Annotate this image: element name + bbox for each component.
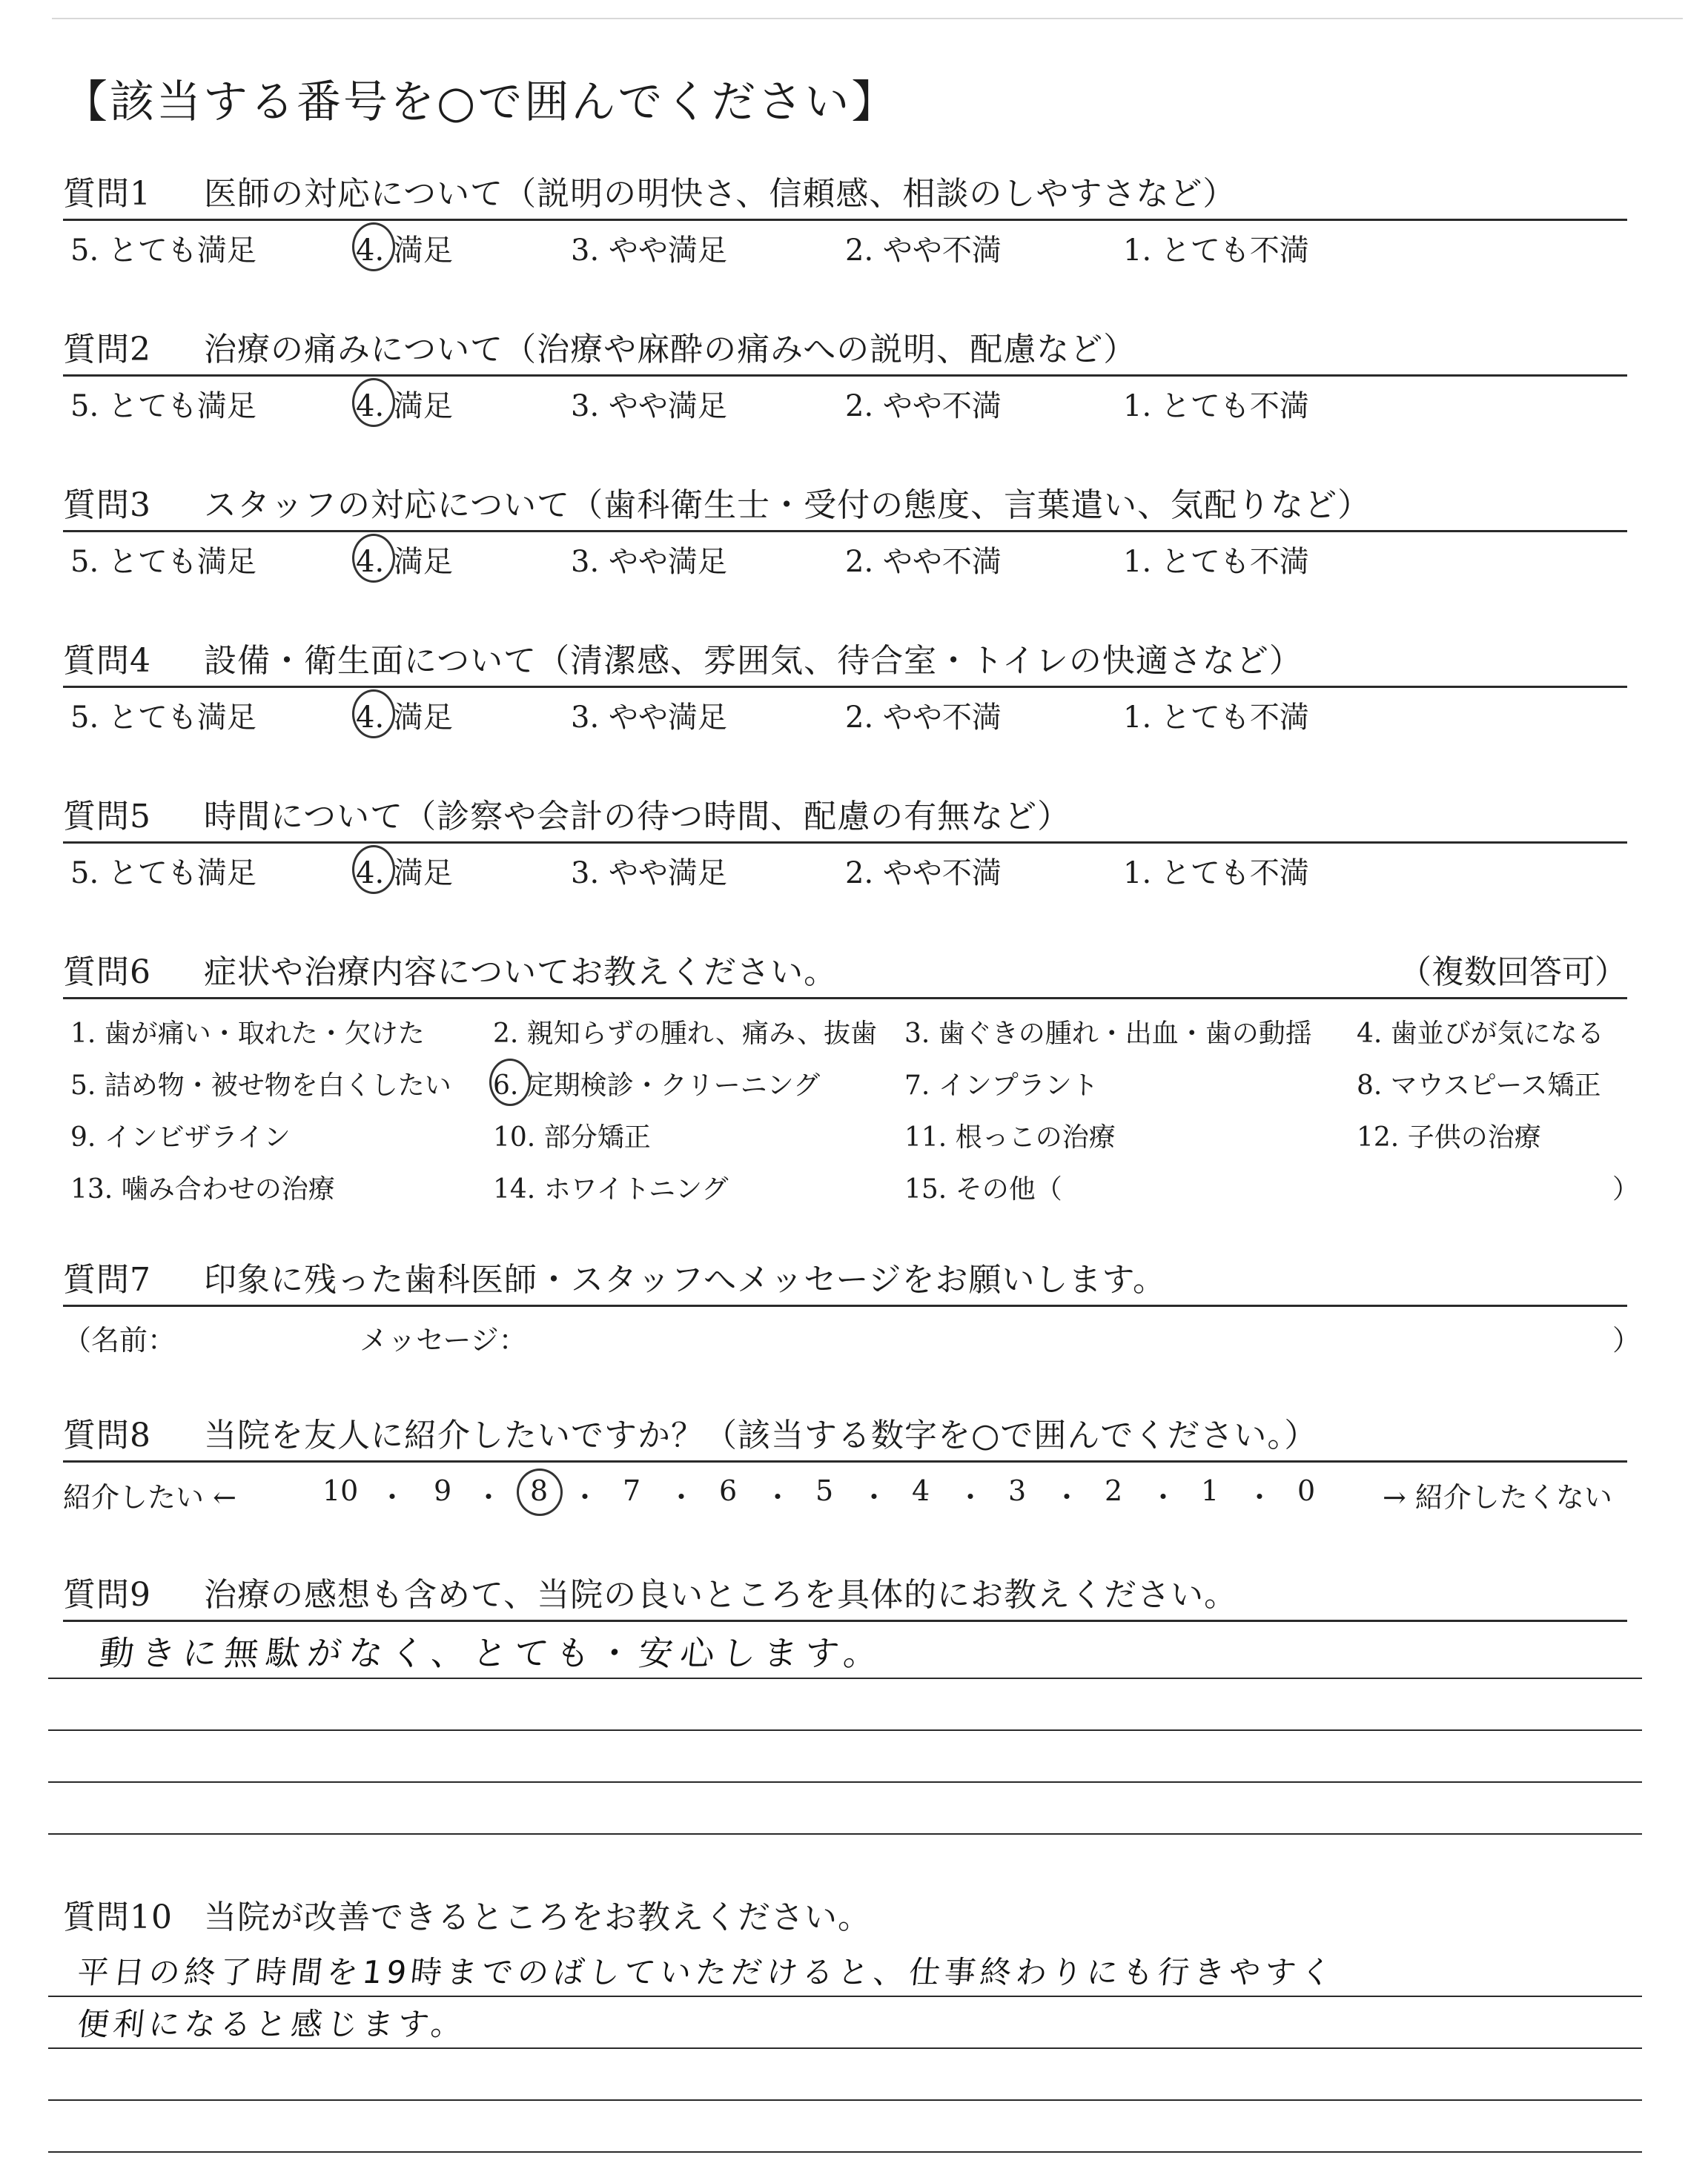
- scale-separator: ・: [764, 1481, 792, 1514]
- scale-0[interactable]: 0: [1297, 1474, 1316, 1507]
- page-title: 【該当する番号を○で囲んでください】: [63, 76, 898, 128]
- scale-separator: ・: [860, 1481, 889, 1514]
- option-2[interactable]: 2. やや不満: [845, 389, 1002, 423]
- scale-separator: ・: [1245, 1481, 1274, 1514]
- handwritten-answer: 動きに無駄がなく、とても・安心します。: [97, 1633, 887, 1673]
- question-2-label: 質問2 治療の痛みについて（治療や麻酔の痛みへの説明、配慮など）: [63, 331, 1137, 368]
- symptom-option-10[interactable]: 10. 部分矯正: [493, 1122, 651, 1153]
- option-4[interactable]: 4. 満足: [356, 545, 453, 579]
- top-border: [52, 18, 1683, 19]
- option-3[interactable]: 3. やや満足: [571, 856, 727, 890]
- question-9-label: 質問9 治療の感想も含めて、当院の良いところを具体的にお教えください。: [63, 1576, 1238, 1614]
- scale-4[interactable]: 4: [912, 1474, 930, 1507]
- symptom-options: [63, 999, 1640, 1214]
- answer-lines: [63, 1942, 1627, 2172]
- scale-5[interactable]: 5: [815, 1474, 834, 1507]
- option-2[interactable]: 2. やや不満: [845, 234, 1002, 268]
- scale-separator: ・: [1053, 1481, 1082, 1514]
- recommend-scale: [63, 1463, 1627, 1522]
- option-5[interactable]: 5. とても満足: [70, 234, 256, 268]
- option-4[interactable]: 4. 満足: [356, 856, 453, 890]
- recommend-right-label: → 紹介したくない: [1383, 1481, 1612, 1514]
- option-3[interactable]: 3. やや満足: [571, 234, 727, 268]
- symptom-option-12[interactable]: 12. 子供の治療: [1357, 1122, 1541, 1153]
- symptom-option-13[interactable]: 13. 噛み合わせの治療: [70, 1174, 335, 1205]
- option-1[interactable]: 1. とても不満: [1123, 701, 1309, 735]
- option-5[interactable]: 5. とても満足: [70, 545, 256, 579]
- question-3-label: 質問3 スタッフの対応について（歯科衛生士・受付の態度、言葉遣い、気配りなど）: [63, 486, 1371, 524]
- symptom-option-1[interactable]: 1. 歯が痛い・取れた・欠けた: [70, 1019, 425, 1049]
- question-9: [63, 1568, 1627, 1852]
- option-5[interactable]: 5. とても満足: [70, 701, 256, 735]
- scale-7[interactable]: 7: [623, 1474, 641, 1507]
- option-5[interactable]: 5. とても満足: [70, 389, 256, 423]
- handwritten-answer-line-1: 平日の終了時間を19時までのばしていただけると、仕事終わりにも行きやすく: [76, 1954, 1338, 1990]
- message-line: [63, 1307, 1641, 1359]
- option-4[interactable]: 4. 満足: [356, 701, 453, 735]
- scale-10[interactable]: 10: [322, 1474, 359, 1507]
- option-4[interactable]: 4. 満足: [356, 234, 453, 268]
- ruled-line: [48, 1781, 1642, 1783]
- symptom-option-4[interactable]: 4. 歯並びが気になる: [1357, 1019, 1604, 1049]
- scale-separator: ・: [378, 1481, 407, 1514]
- symptom-option-2[interactable]: 2. 親知らずの腫れ、痛み、抜歯: [493, 1019, 878, 1049]
- answer-lines: [63, 1622, 1627, 1852]
- message-close-paren: ）: [1612, 1324, 1641, 1357]
- symptom-option-5[interactable]: 5. 詰め物・被せ物を白くしたい: [70, 1070, 451, 1101]
- question-6-label: 質問6 症状や治療内容についてお教えください。: [63, 953, 838, 991]
- scale-separator: ・: [667, 1481, 696, 1514]
- ruled-line: [48, 1833, 1642, 1835]
- ruled-line: [48, 2151, 1642, 2153]
- question-5: [63, 789, 1627, 895]
- message-label: メッセージ：: [360, 1324, 527, 1357]
- question-10: [63, 1890, 1627, 2172]
- question-4: [63, 634, 1627, 740]
- scale-9[interactable]: 9: [434, 1474, 452, 1507]
- symptom-option-8[interactable]: 8. マウスピース矯正: [1357, 1070, 1601, 1101]
- question-1: [63, 167, 1627, 273]
- question-4-label: 質問4 設備・衛生面について（清潔感、雰囲気、待合室・トイレの快適さなど）: [63, 642, 1302, 680]
- scale-separator: ・: [1149, 1481, 1178, 1514]
- scale-3[interactable]: 3: [1008, 1474, 1027, 1507]
- name-label: （名前：: [63, 1324, 176, 1357]
- scale-separator: ・: [571, 1481, 600, 1514]
- symptom-option-14[interactable]: 14. ホワイトニング: [493, 1174, 729, 1205]
- recommend-left-label: 紹介したい ←: [63, 1481, 236, 1514]
- question-7: [63, 1253, 1641, 1359]
- option-4[interactable]: 4. 満足: [356, 389, 453, 423]
- question-1-label: 質問1 医師の対応について（説明の明快さ、信頼感、相談のしやすさなど）: [63, 175, 1237, 213]
- question-6: [63, 945, 1640, 1214]
- handwritten-answer-line-2: 便利になると感じます。: [76, 2006, 469, 2042]
- option-1[interactable]: 1. とても不満: [1123, 545, 1309, 579]
- question-7-label: 質問7 印象に残った歯科医師・スタッフへメッセージをお願いします。: [63, 1261, 1166, 1299]
- scale-6[interactable]: 6: [719, 1474, 738, 1507]
- question-2: [63, 322, 1627, 428]
- question-5-options: [63, 844, 1627, 895]
- scale-2[interactable]: 2: [1105, 1474, 1123, 1507]
- option-2[interactable]: 2. やや不満: [845, 545, 1002, 579]
- symptom-option-6[interactable]: 6. 定期検診・クリーニング: [493, 1070, 821, 1101]
- scale-separator: ・: [474, 1481, 503, 1514]
- option-3[interactable]: 3. やや満足: [571, 545, 727, 579]
- option-1[interactable]: 1. とても不満: [1123, 856, 1309, 890]
- ruled-line: [48, 1678, 1642, 1679]
- option-1[interactable]: 1. とても不満: [1123, 234, 1309, 268]
- option-2[interactable]: 2. やや不満: [845, 701, 1002, 735]
- ruled-line: [48, 1996, 1642, 1997]
- scale-1[interactable]: 1: [1201, 1474, 1219, 1507]
- scale-separator: ・: [956, 1481, 985, 1514]
- symptom-option-15[interactable]: 15. その他（: [904, 1174, 1062, 1205]
- question-2-options: [63, 377, 1627, 428]
- option-5[interactable]: 5. とても満足: [70, 856, 256, 890]
- question-5-label: 質問5 時間について（診察や会計の待つ時間、配慮の有無など）: [63, 798, 1071, 835]
- question-3-options: [63, 532, 1627, 584]
- question-3: [63, 478, 1627, 584]
- question-8-label: 質問8 当院を友人に紹介したいですか？（該当する数字を○で囲んでください。）: [63, 1417, 1318, 1454]
- question-8: [63, 1408, 1627, 1522]
- option-1[interactable]: 1. とても不満: [1123, 389, 1309, 423]
- question-1-options: [63, 221, 1627, 273]
- symptom-option-9[interactable]: 9. インビザライン: [70, 1122, 291, 1153]
- option-3[interactable]: 3. やや満足: [571, 701, 727, 735]
- symptom-option-7[interactable]: 7. インプラント: [904, 1070, 1099, 1101]
- other-close-paren: ）: [1612, 1174, 1640, 1205]
- question-10-label: 質問10 当院が改善できるところをお教えください。: [63, 1898, 871, 1936]
- multiple-answers-note: （複数回答可）: [1399, 953, 1627, 991]
- scale-8[interactable]: 8: [530, 1474, 549, 1507]
- symptom-option-11[interactable]: 11. 根っこの治療: [904, 1122, 1116, 1153]
- symptom-option-3[interactable]: 3. 歯ぐきの腫れ・出血・歯の動揺: [904, 1019, 1312, 1049]
- ruled-line: [48, 2099, 1642, 2101]
- ruled-line: [48, 2047, 1642, 2049]
- ruled-line: [48, 1729, 1642, 1731]
- option-3[interactable]: 3. やや満足: [571, 389, 727, 423]
- option-2[interactable]: 2. やや不満: [845, 856, 1002, 890]
- question-4-options: [63, 688, 1627, 740]
